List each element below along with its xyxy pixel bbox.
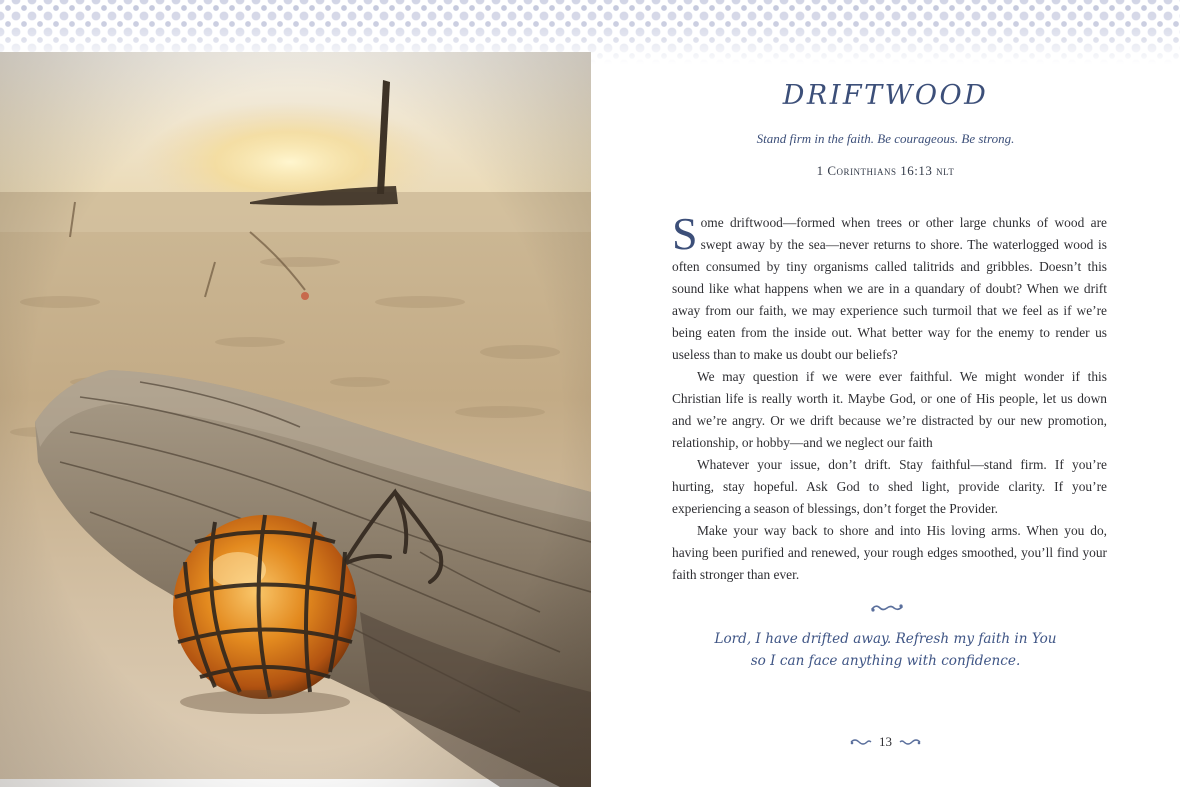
page-number: 13 [879,734,892,749]
page-footer [591,734,1180,750]
driftwood-photo [0,52,591,787]
body-paragraph: Make your way back to shore and into His loving arms. When you do, having been purified and renewed, your rough edges smoothed, you’ll find your faith stronger than ever. [672,523,1107,582]
prayer [591,628,1180,672]
scripture-reference: 1 Corinthians 16:13 nlt [816,163,955,178]
prayer-line: so I can face anything with confidence. [750,653,1021,669]
paragraph-text: ome driftwood—formed when trees or other large chunks of wood are swept away by the sea—never returns to shore. The waterlogged wood is often consumed by tiny organisms called talitrids and gribbles. Doesn’t this sound like what happens when we are in a quandary of doubt? When we drift away from our faith, we may experience such turmoil that we feel as if we’re being eaten from the inside out. What better way for the enemy to render us useless than to make us doubt our beliefs? [672,215,1107,362]
flourish-ornament-icon [870,599,904,618]
body-text [672,208,1107,586]
right-flourish-icon [898,737,922,747]
text-page [591,0,1180,787]
left-flourish-icon [849,737,873,747]
body-paragraph [672,208,1107,366]
drop-cap: S [672,208,698,259]
page-title: DRIFTWOOD [782,80,989,111]
body-paragraph: Whatever your issue, don’t drift. Stay faithful—stand firm. If you’re hurting, stay hopeful. Ask God to shed light, provide clarity. If you’re experiencing a season of blessings, don’t forget the Provider. [672,457,1107,516]
prayer-line: Lord, I have drifted away. Refresh my faith in You [714,631,1057,647]
body-paragraph: We may question if we were ever faithful. We might wonder if this Christian life is really worth it. Maybe God, or one of His people, let us down and we’re angry. Or we drift because we’re distracted by our new promotion, relationship, or hobby—and we neglect our faith [672,369,1107,450]
scripture-verse: Stand firm in the faith. Be courageous. Be strong. [756,131,1015,146]
